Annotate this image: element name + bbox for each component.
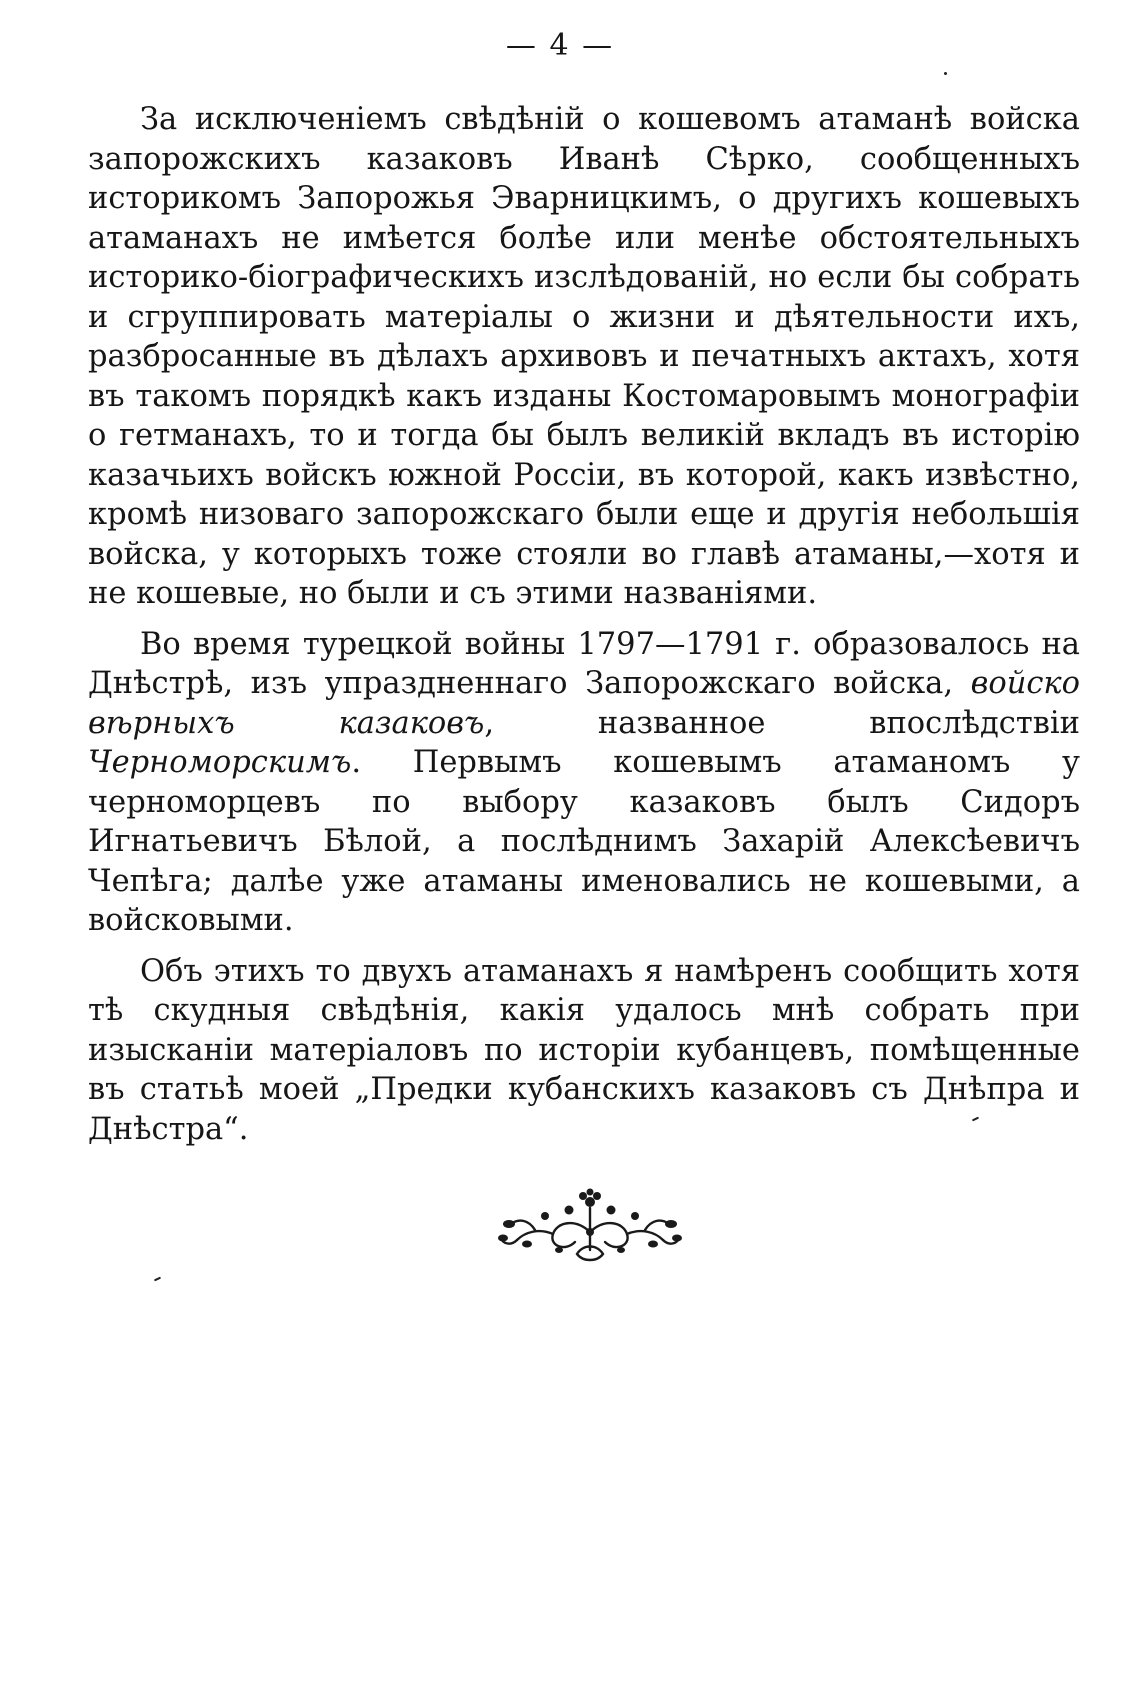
- paragraph-text: Объ этихъ то двухъ атаманахъ я намѣренъ сообщить хотя тѣ скудныя свѣдѣнія, какія удалось мнѣ собрать при изысканіи матеріаловъ по исторіи кубанцевъ, помѣщенные въ статьѣ моей „Предки кубанскихъ казаковъ съ Днѣпра и Днѣстра“.: [88, 953, 1080, 1147]
- italic-phrase: войско вѣрныхъ казаковъ: [88, 666, 1080, 741]
- paragraph-1: [88, 100, 1080, 614]
- page-number: — 4 —: [505, 28, 615, 63]
- paragraph-3: [88, 952, 1080, 1150]
- paragraph-text: , названное впослѣдствіи: [484, 705, 1080, 741]
- paragraph-text: . Первымъ кошевымъ атаманомъ у черноморцевъ по выбору казаковъ былъ Сидоръ Игнатьевичъ Бѣлой, а послѣднимъ Захарій Алексѣевичъ Чепѣга; далѣе уже атаманы именовались не кошевыми, а войсковыми.: [88, 745, 1080, 938]
- paragraph-text: Во время турецкой войны 1797—1791 г. образовалось на Днѣстрѣ, изъ упраздненнаго Запорожскаго войска,: [88, 626, 1080, 701]
- paragraph-text: За исключеніемъ свѣдѣній о кошевомъ атаманѣ войска запорожскихъ казаковъ Иванѣ Сѣрко, сообщенныхъ историкомъ Запорожья Эварницкимъ, о другихъ кошевыхъ атаманахъ не имѣется болѣе или менѣе обстоятельныхъ историко-біографическихъ изслѣдованій, но если бы собрать и сгруппировать матеріалы о жизни и дѣятельности ихъ, разбросанные въ дѣлахъ архивовъ и печатныхъ актахъ, хотя въ такомъ порядкѣ какъ изданы Костомаровымъ монографіи о гетманахъ, то и тогда бы былъ великій вкладъ въ исторію казачьихъ войскъ южной Россіи, въ которой, какъ извѣстно, кромѣ низоваго запорожскаго были еще и другія небольшія войска, у которыхъ тоже стояли во главѣ атаманы,—хотя и не кошевые, но были и съ этими названіями.: [88, 102, 1080, 611]
- body-text: [88, 100, 1080, 1160]
- floral-vignette-icon: [495, 1188, 685, 1266]
- italic-phrase: Черноморскимъ: [88, 745, 352, 780]
- paragraph-2: [88, 625, 1080, 941]
- print-speck: [944, 72, 947, 75]
- print-speck: [154, 1277, 161, 1282]
